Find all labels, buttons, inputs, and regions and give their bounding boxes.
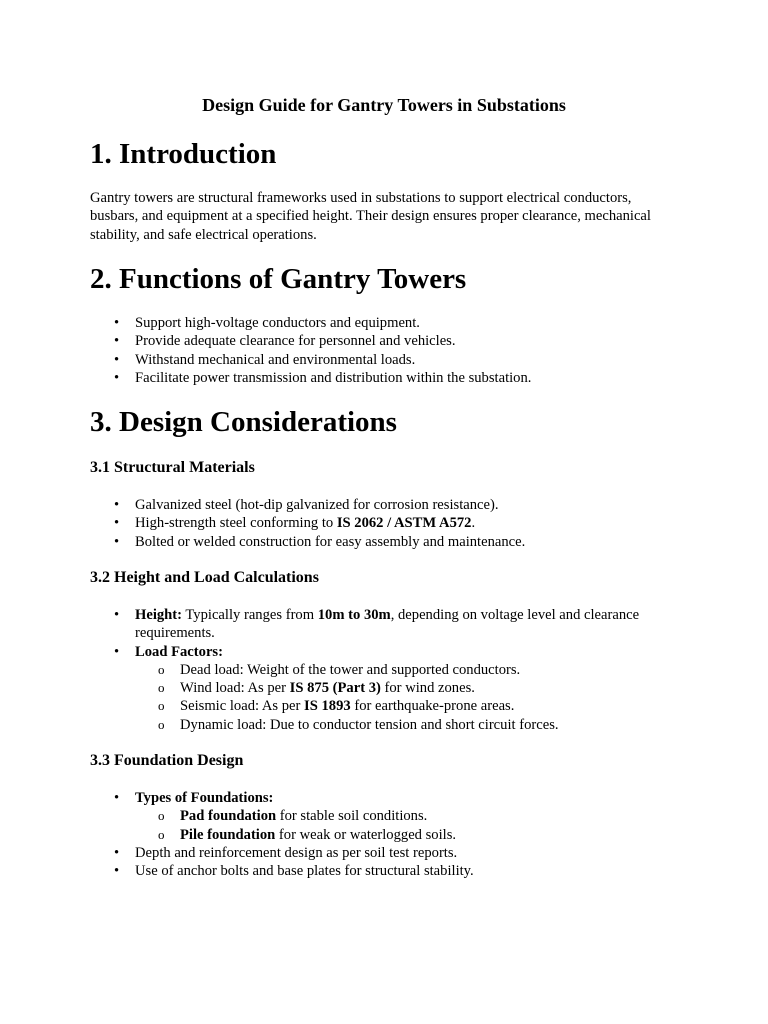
subheading-foundation-design: 3.3 Foundation Design [90,752,244,769]
item-text: for stable soil conditions. [276,808,428,825]
sub-list-item: o Dynamic load: Due to conductor tension and short circuit forces. [135,716,680,734]
foundation-types-list [135,807,680,844]
item-text: High-strength steel conforming to [135,515,337,532]
standard-reference: IS 1893 [304,698,351,715]
list-item: • Bolted or welded construction for easy assembly and maintenance. [90,533,680,551]
sub-list-item [135,807,680,825]
sub-list-item: o Dead load: Weight of the tower and supported conductors. [135,661,680,679]
materials-list [90,496,680,551]
item-text: for wind zones. [380,680,475,697]
load-factors-list [135,661,680,734]
item-label: Load Factors: [135,643,223,660]
item-label: Height: [135,607,183,623]
document-title: Design Guide for Gantry Towers in Substations [202,95,566,115]
foundation-type: Pad foundation [180,808,277,825]
item-text: , depending on voltage level and clearance requirements. [135,607,640,642]
item-text: for earthquake-prone areas. [350,698,515,715]
list-item [90,789,680,844]
list-item: • Use of anchor bolts and base plates for structural stability. [90,862,680,880]
list-item: • Support high-voltage conductors and equipment. [90,314,680,332]
list-item: • Galvanized steel (hot-dip galvanized for corrosion resistance). [90,496,680,514]
item-text: . [471,515,476,532]
foundation-list [90,789,680,880]
height-load-list [90,606,680,734]
sub-list-item [135,679,680,697]
list-item: • Facilitate power transmission and distribution within the substation. [90,369,680,387]
subheading-height-load: 3.2 Height and Load Calculations [90,569,319,586]
list-item: • Depth and reinforcement design as per soil test reports. [90,844,680,862]
functions-list [90,314,680,387]
item-label: Types of Foundations: [135,790,274,806]
sub-list-item [135,826,680,844]
standard-reference: IS 875 (Part 3) [289,680,381,697]
section-heading-design-considerations: 3. Design Considerations [90,406,397,438]
list-item: • Withstand mechanical and environmental loads. [90,351,680,369]
sub-list-item [135,697,680,715]
list-item [90,606,680,643]
foundation-type: Pile foundation [180,826,276,843]
height-range: 10m to 30m [317,607,391,623]
item-text: Wind load: As per [180,680,290,697]
subheading-structural-materials: 3.1 Structural Materials [90,459,255,476]
standard-reference: IS 2062 / ASTM A572 [336,515,472,532]
introduction-paragraph: Gantry towers are structural frameworks used in substations to support electrical conductors, busbars, and equipment at a specified height. Their design ensures proper clearance, mechanical stability, and safe electrical operations. [90,190,651,243]
section-heading-introduction: 1. Introduction [90,138,277,170]
section-heading-functions: 2. Functions of Gantry Towers [90,263,467,295]
list-item [90,643,680,734]
list-item [90,514,680,532]
item-text: Seismic load: As per [180,698,305,715]
item-text: for weak or waterlogged soils. [275,826,457,843]
list-item: • Provide adequate clearance for personnel and vehicles. [90,332,680,350]
item-text: Typically ranges from [182,607,318,623]
